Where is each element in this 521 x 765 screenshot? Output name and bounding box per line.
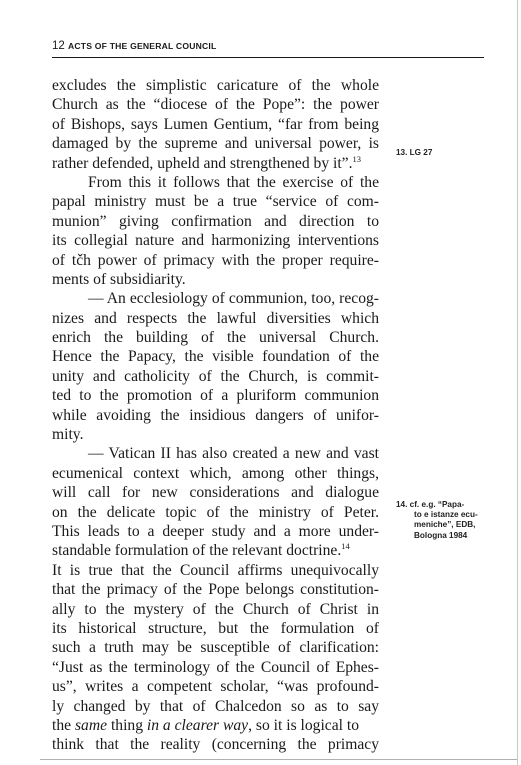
page-number: 12 (52, 40, 65, 52)
text-line: This leads to a deeper study and a more under- (52, 522, 379, 540)
footnote-ref-14: 14 (341, 541, 350, 552)
text-line: the same thing in a clearer way, so it is logical to (52, 716, 359, 734)
text-line: “Just as the terminology of the Council of Ephes- (52, 658, 379, 676)
text-line: damaged by the supreme and universal power, is (52, 135, 379, 153)
bottom-rule (40, 759, 517, 760)
text-line: enrich the building of the universal Church. (52, 329, 379, 347)
footnote-ref-13: 13 (352, 153, 361, 164)
body-text (52, 76, 379, 755)
text-line: on the delicate topic of the ministry of Peter. (52, 503, 379, 521)
text-line: us”, writes a competent scholar, “was profound- (52, 678, 379, 696)
text-line: From this it follows that the exercise of the (88, 173, 379, 191)
running-title: ACTS OF THE GENERAL COUNCIL (68, 41, 217, 51)
text-line: ly changed by that of Chalcedon so as to say (52, 697, 379, 715)
text-line: that the primacy of the Pope belongs constitution- (52, 581, 379, 599)
text-line: such a truth may be susceptible of clarification: (52, 639, 379, 657)
text-line: — An ecclesiology of communion, too, recog- (88, 290, 379, 308)
text-line: — Vatican II has also created a new and vast (88, 445, 379, 463)
text-line: munion” giving confirmation and direction to (52, 212, 379, 230)
text-line: standable formulation of the relevant doctrine.$^{14}$ (52, 541, 350, 560)
text-line: ecumenical context which, among other things, (52, 464, 379, 482)
margin-note-14: 14. cf. e.g. “Papa- to e istanze ecu- meniche”, EDB, Bologna 1984 (396, 500, 478, 540)
text-line: Church as the “diocese of the Pope”: the power (52, 96, 379, 114)
emphasis: in a clearer way (146, 716, 249, 734)
text-line: papal ministry must be a true “service of com- (52, 193, 379, 211)
text-line: will call for new considerations and dialogue (52, 484, 379, 502)
text-line: excludes the simplistic caricature of the whole (52, 77, 379, 94)
text-line: while avoiding the insidious dangers of unifor- (52, 406, 379, 424)
emphasis: same (74, 716, 108, 734)
text-line: its historical structure, but the formulation of (52, 619, 379, 637)
header-rule (52, 57, 484, 58)
text-line: rather defended, upheld and strengthened by it”.$^{13}$ (52, 153, 361, 172)
text-line: ments of subsidiarity. (52, 270, 186, 288)
text-line: of tčh power of primacy with the proper require- (52, 251, 379, 269)
text-line: ted to the promotion of a pluriform communion (52, 387, 379, 405)
text-line: It is true that the Council affirms unequivocally (52, 561, 379, 579)
text-line: unity and catholicity of the Church, is commit- (52, 367, 379, 385)
text-line: nizes and respects the lawful diversities which (52, 309, 379, 327)
margin-note-13: 13. LG 27 (396, 148, 433, 157)
text-line: think that the reality (concerning the primacy (52, 736, 379, 754)
text-line: ally to the mystery of the Church of Christ in (52, 600, 379, 618)
text-line: its collegial nature and harmonizing interventions (52, 232, 379, 250)
page-edge (517, 0, 518, 765)
text-line: of Bishops, says Lumen Gentium, “far from being (52, 115, 379, 133)
text-line: Hence the Papacy, the visible foundation of the (52, 348, 379, 366)
text-line: mity. (52, 426, 84, 444)
